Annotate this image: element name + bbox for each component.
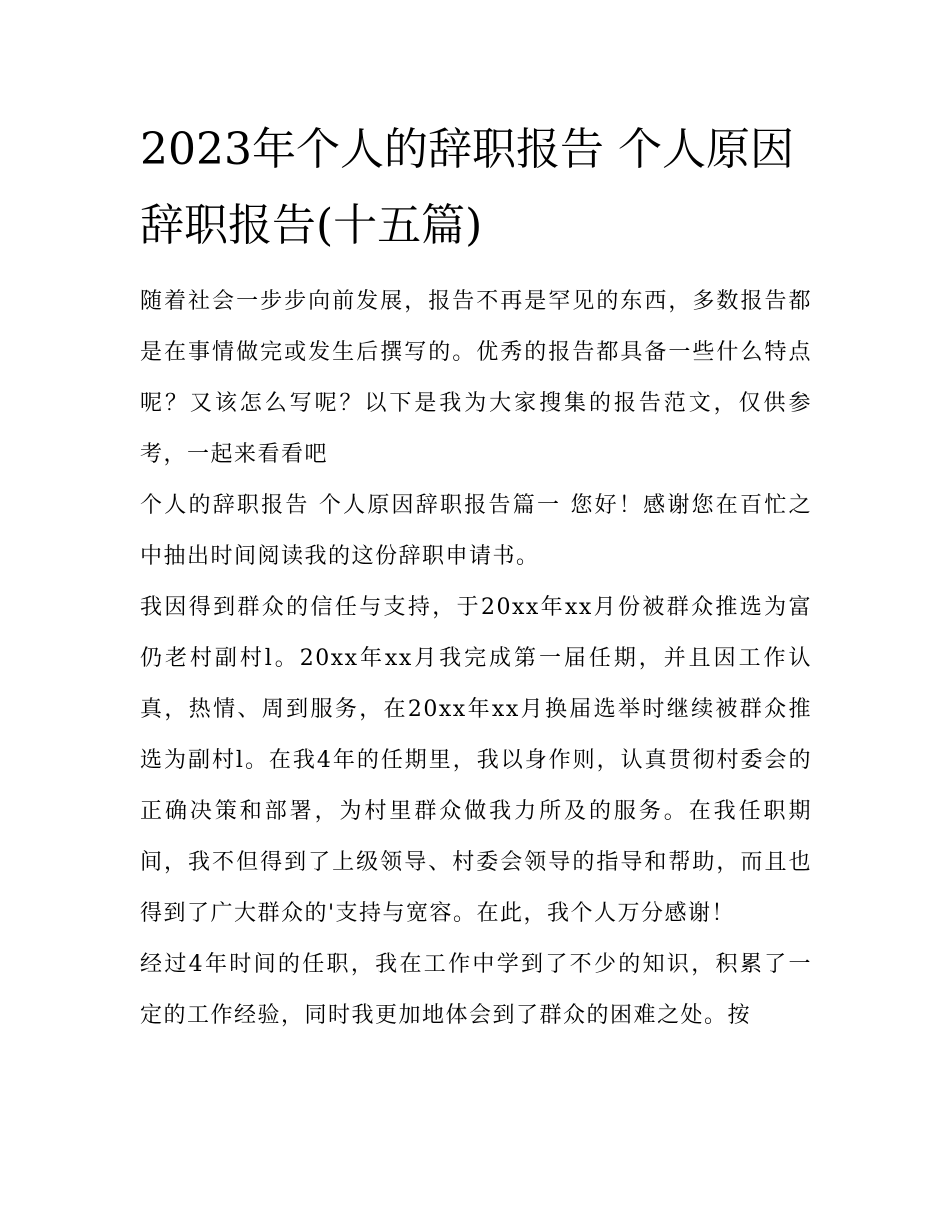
paragraph-intro: 随着社会一步步向前发展，报告不再是罕见的东西，多数报告都是在事情做完或发生后撰写的。优秀的报告都具备一些什么特点呢？又该怎么写呢？以下是我为大家搜集的报告范文，仅供参考，一起来看看吧 <box>140 289 812 467</box>
paragraph-greeting: 个人的辞职报告 个人原因辞职报告篇一 您好！感谢您在百忙之中抽出时间阅读我的这份辞职申请书。 <box>140 493 812 569</box>
document-content <box>140 112 812 1041</box>
paragraph-background: 我因得到群众的信任与支持，于20xx年xx月份被群众推选为富仍老村副村l。20xx年xx月我完成第一届任期，并且因工作认真，热情、周到服务，在20xx年xx月换届选举时继续被群众推选为副村l。在我4年的任期里，我以身作则，认真贯彻村委会的正确决策和部署，为村里群众做我力所及的服务。在我任职期间，我不但得到了上级领导、村委会领导的指导和帮助，而且也得到了广大群众的'支持与宽容。在此，我个人万分感谢！ <box>140 595 812 926</box>
document-title: 2023年个人的辞职报告 个人原因辞职报告(十五篇) <box>140 124 794 251</box>
paragraph-experience: 经过4年时间的任职，我在工作中学到了不少的知识，积累了一定的工作经验，同时我更加地体会到了群众的困难之处。按 <box>140 952 812 1028</box>
